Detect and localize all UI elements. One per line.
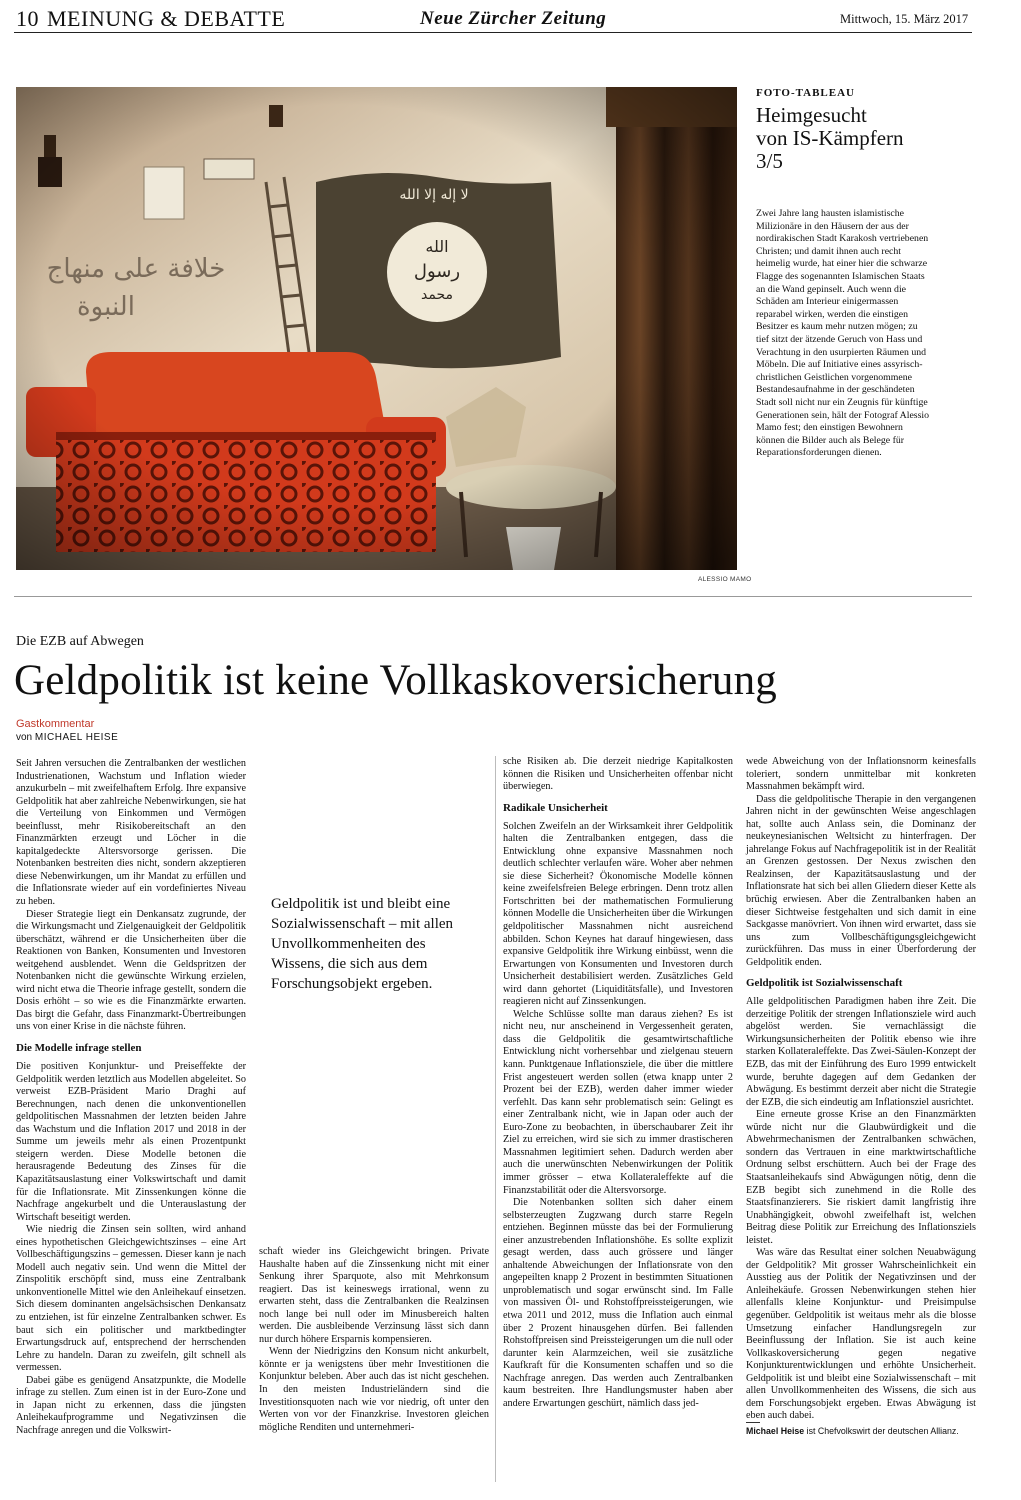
article-headline: Geldpolitik ist keine Vollkaskoversicherung (14, 657, 777, 704)
paragraph: Welche Schlüsse sollte man daraus ziehen? Es ist nicht neu, nur anscheinend in Vergessenheit geraten, dass die Geldpolitik die gesamtwirtschaftliche Entwicklung nicht vorhersehbar und zielgenau steuern kann. Punktgenaue Inflationsziele, die über die mittlere Frist angesteuert werden sollen (etwa knapp unter 2 Prozent bei der EZB), werden daher immer wieder verfehlt. Das kann sehr problematisch sein: Gelingt es einer Zentralbank nicht, wie in Japan oder auch der Euro-Zone zu beobachten, in überschaubarer Zeit ihr Ziel zu erreichen, wird sie sich zu immer drastischeren Massnahmen legitimiert sehen. Dadurch werden aber auch die unerwünschten Nebenwirkungen der Politik immer grösser – etwa Kollateraleffekte auf die Finanzstabilität oder die Altersvorsorge. (503, 1008, 733, 1196)
article-column-1 (16, 758, 246, 1437)
section-divider (14, 596, 972, 597)
paragraph: Alle geldpolitischen Paradigmen haben ihre Zeit. Die derzeitige Politik der strengen Inflationsziele wird auch abgelöst werden. Sie vernachlässigt die Wirkungsunsicherheiten der Politik ebenso wie ihre starken Kollateraleffekte. Das Zwei-Säulen-Konzept der EZB, das mit der Einführung des Euro 1999 entwickelt wurde, beruhte dagegen auf dem Gedanken der Abwägung. Es bestimmt derzeit aber nicht die Strategie der EZB, die sich eindeutig am Inflationsziel ausrichtet. (746, 996, 976, 1108)
foto-tableau-title-line-3: 3/5 (756, 149, 783, 173)
paragraph: Eine erneute grosse Krise an den Finanzmärkten würde nicht nur die Glaubwürdigkeit und die Abwehrmechanismen der Zentralbanken schwächen, sondern das Vertrauen in eine marktwirtschaftliche Ordnung selbst erschüttern. Auch bei der Frage des Staatsanleihekaufs sind Abwägungen nötig, denn die EZB begibt sich zunehmend in die Rolle des Staatsfinanzierers. Sie riskiert damit langfristig ihre Unabhängigkeit, obwohl zweifelhaft ist, welchen Beitrag diese Politik zur Erreichung des Inflationsziels leistet. (746, 1109, 976, 1246)
paragraph: Dass die geldpolitische Therapie in den vergangenen Jahren nicht in der gewünschten Weise angeschlagen hat, sollte auch Anlass sein, die Dominanz der neukeynesianischen Weltsicht zu hinterfragen. Der jahrelange Fokus auf Nachfragepolitik ist in der Realität an Grenzen gestossen. Der Nexus zwischen den Realzinsen, der Kapazitätsauslastung und der Inflationsrate hat sich bei allen Gliedern dieser Kette als brüchig erwiesen. Aber die Zentralbanken haben an dieser Sichtweise festgehalten und sich damit in eine Sackgasse manövriert. Von ihnen wird erwartet, dass sie uns zum Vollbeschäftigungsgleichgewicht zurückführen. Das muss in einer Überforderung der Geldpolitik enden. (746, 793, 976, 968)
article-column-3 (503, 756, 733, 1410)
newspaper-name: Neue Zürcher Zeitung (420, 8, 607, 29)
author-note-rule (746, 1422, 760, 1423)
paragraph: Dabei gäbe es genügend Ansatzpunkte, die Modelle infrage zu stellen. Zum einen ist in der Euro-Zone und in Japan nicht zu erkennen, dass die jüngsten Anleihekaufprogramme und Negativzinsen die Nachfrage anregen und die Volkswirt- (16, 1374, 246, 1436)
column-rule (495, 756, 496, 1482)
pull-quote: Geldpolitik ist und bleibt eine Sozialwissenschaft – mit allen Unvollkommenheiten des Wissens, die sich aus dem Forschungsobjekt ergeben. (271, 896, 454, 992)
paragraph: Die positiven Konjunktur- und Preiseffekte der Geldpolitik werden letztlich aus Modellen abgeleitet. So verweist EZB-Präsident Mario Draghi auf Berechnungen, nach denen die unkonventionellen geldpolitischen Massnahmen der letzten beiden Jahre das Wachstum und die Inflation 2017 und 2018 in der Summe um jeweils mehr als einen Prozentpunkt steigern werden. Diese Modelle betonen die herausragende Bedeutung des Zinses für die Kapazitätsauslastung einer Volkswirtschaft und damit für die Inflationsrate. Mit Zinssenkungen könne die Nachfrage angekurbelt und die Unterauslastung der Wirtschaft beseitigt werden. (16, 1061, 247, 1223)
section-header (16, 6, 285, 32)
paragraph: Dieser Strategie liegt ein Denkansatz zugrunde, der die Wirkungsmacht und Zielgenauigkeit der Geldpolitik überschätzt, während er die Unsicherheiten über die Reaktionen von Banken, Konsumenten und Investoren weitgehend ausblendet. Wenn die Geldspritzen der Notenbanken nicht die gewünschte Wirkung erzielen, wird nicht etwa die Theorie infrage gestellt, sondern die Dosis erhöht – so wie es die Finanzmärkte erwarten. Das birgt die Gefahr, dass Finanzmarkt-Übertreibungen uns von einer Krise in die nächste führen. (16, 908, 246, 1033)
page-number: 10 (16, 6, 39, 31)
paragraph: wede Abweichung von der Inflationsnorm keinesfalls toleriert, sondern unmittelbar mit konkreten Massnahmen bekämpft wird. (746, 756, 976, 793)
paragraph: Die Notenbanken sollten sich daher einem selbsterzeugten Zugzwang durch starre Regeln entziehen. Beginnen müsste das bei der Formulierung einer anzustrebenden Inflationshöhe. Es sollte explizit gesagt werden, dass auch grössere und länger anhaltende Abweichungen der Inflationsrate von den angepeilten knapp 2 Prozent in bestimmten Situationen unproblematisch und sogar erwünscht sind. Im Falle von massiven Öl- und Rohstoffpreissteigerungen, wie etwa 2011 und 2012, muss die Inflation auch einmal über 2 Prozent hinausgehen dürfen. Bei fallenden Rohstoffpreisen sind Preissteigerungen um die null oder darunter kein Alarmzeichen, weil sie zusätzliche Kaufkraft für die Konsumenten schaffen und so die Nachfrage anregen. Das werden auch Zentralbanken kaum bestreiten. Ihre Handlungsmuster haben aber andere Erwartungen geschürt, nämlich dass jed- (503, 1197, 733, 1409)
paragraph: sche Risiken ab. Die derzeit niedrige Kapitalkosten können die Risiken und Unsicherheiten offenbar nicht überwiegen. (503, 756, 733, 793)
article-label: Gastkommentar (16, 718, 95, 730)
foto-tableau-title-line-1: Heimgesucht (756, 103, 867, 127)
byline-prefix: von (16, 732, 33, 743)
header-rule (14, 32, 972, 33)
byline (16, 732, 118, 743)
subheading: Radikale Unsicherheit (503, 801, 608, 814)
photo-room-with-is-flag (16, 87, 737, 570)
paragraph: Wie niedrig die Zinsen sein sollten, wird anhand eines hypothetischen Gleichgewichtszinses – eine Art Vollbeschäftigungszins – gemessen. Dieser kann je nach Modell auch negativ sein. Und wenn die Mittel der Zinspolitik erschöpft sind, muss eine Zentralbank unkonventionelle Mittel wie den Anleihekauf einsetzen. Sich diesem dominanten angelsächsischen Denkansatz zu entziehen, ist für einzelne Zentralbanken schwer. Es baut sich ein politischer und marktbedingter Erwartungsdruck auf, entsprechend der herrschenden Lehre zu handeln. Daran zu zweifeln, gilt schnell als vermessen. (16, 1224, 246, 1374)
subheading: Die Modelle infrage stellen (16, 1042, 142, 1055)
article-column-4 (746, 756, 976, 1423)
paragraph: Was wäre das Resultat einer solchen Neuabwägung der Geldpolitik? Mit grosser Wahrscheinlichkeit ein Ausstieg aus der Politik der Negativzinsen und der Anleihekäufe. Grossen Nebenwirkungen stehen hier allenfalls kleine Konjunktur- und Preisimpulse gegenüber. Geldpolitik ist weitaus mehr als die blosse Umsetzung einfacher Handlungsregeln zur Beeinflussung der Inflation. Sie ist auch keine Vollkaskoversicherung gegen negative Konjunkturentwicklungen und erhöhte Unsicherheit. Geldpolitik ist und bleibt eine Sozialwissenschaft – mit allen Unvollkommenheiten des Wissens, die sich aus dem Forschungsobjekt ergeben. Etwas Abwägung ist eben auch dabei. (746, 1247, 976, 1422)
author-note (746, 1426, 976, 1436)
author-note-text: ist Chefvolkswirt der deutschen Allianz. (806, 1426, 959, 1436)
paragraph: schaft wieder ins Gleichgewicht bringen. Private Haushalte haben auf die Zinssenkung nicht mit einer Senkung ihrer Sparquote, also mit Mehrkonsum reagiert. Das ist keineswegs irrational, wenn zu erwarten steht, dass die Zentralbanken die Realzinsen noch lange bei null oder im Minusbereich halten werden. Die ausbleibende Verzinsung lässt sich dann nur durch höhere Ersparnis kompensieren. (259, 1246, 489, 1345)
foto-tableau-caption: Zwei Jahre lang hausten islamistische Milizionäre in den Häusern der aus der nordirakischen Stadt Karakosh vertriebenen Christen; und damit ihnen auch recht heimelig wurde, hat einer hier die schwarze Flagge des sogenannten Islamischen Staats an die Wand gepinselt. Auch wenn die Schäden am Interieur einigermassen reparabel wirken, werden die einstigen Besitzer es kaum mehr nutzen mögen; zu tief sitzt der ätzende Geruch von Hass und Verachtung in den usurpierten Räumen und Möbeln. Die auf Initiative eines assyrisch-christlichen Geistlichen vorgenommene Bestandesaufnahme in der geschändeten Stadt soll nicht nur ein Zeugnis für künftige Generationen sein, hält der Fotograf Alessio Mamo fest; den einstigen Bewohnern können die Bilder auch als Belege für Reparationsforderungen dienen. (756, 208, 930, 459)
paragraph: Wenn der Niedrigzins den Konsum nicht ankurbelt, könnte er ja wenigstens über mehr Investitionen die Konjunktur beleben. Aber auch das ist nicht geschehen. In den meisten Industrieländern sind die Investitionsquoten nach wie vor niedrig, oft unter den Werten von vor der Finanzkrise. Investoren gleichen mögliche Renditen und unternehmeri- (259, 1346, 489, 1433)
article-kicker: Die EZB auf Abwegen (16, 634, 144, 649)
foto-tableau-title (756, 104, 976, 173)
issue-date: Mittwoch, 15. März 2017 (840, 12, 969, 26)
article-column-2 (259, 1246, 489, 1434)
photo-credit: ALESSIO MAMO (698, 576, 752, 583)
author-note-name: Michael Heise (746, 1426, 805, 1436)
paragraph: Solchen Zweifeln an der Wirksamkeit ihrer Geldpolitik halten die Zentralbanken entgegen, dass die Entwicklung ohne expansive Massnahmen noch deutlich schlechter verlaufen wäre. Woher aber nehmen sie diese Sicherheit? Ökonomische Modelle können keine zweifelsfreien Belege erbringen. Denn trotz allen Fortschritten bei der mathematischen Formulierung können Modelle die Unsicherheiten über die Wirkungen geldpolitischer Massnahmen nicht ausreichend abbilden. Schon Keynes hat darauf hingewiesen, dass expansive Geldpolitik ihre Wirkung einbüsst, wenn die Erwartungen von Konsumenten und Investoren durch Unsicherheit destabilisiert werden. Zusätzliches Geld wird dann gehortet (Liquiditätsfalle), und Investoren reagieren nicht auf Zinssenkungen. (503, 820, 733, 1008)
author-name: MICHAEL HEISE (34, 732, 119, 743)
foto-tableau-kicker: FOTO-TABLEAU (756, 87, 855, 99)
section-name: MEINUNG & DEBATTE (47, 6, 286, 31)
paragraph: Seit Jahren versuchen die Zentralbanken der westlichen Industrienationen, Wachstum und Inflation wieder anzukurbeln – mit zweifelhaftem Erfolg. Ihre expansive Geldpolitik hat aber zahlreiche Nebenwirkungen, sie hat die Verteilung von Einkommen und Vermögen beeinflusst, mehr Risikobereitschaft an den Finanzmärkten erzeugt und Löcher in die kapitalgedeckte Altersvorsorge gerissen. Die Notenbanken bestreiten dies nicht, sondern akzeptieren diese Nebenwirkungen, um ihr Mandat zu erfüllen und die Inflationsrate wieder auf ein vordefiniertes Niveau zu heben. (16, 758, 246, 908)
photo-illustration (16, 87, 737, 570)
foto-tableau-title-line-2: von IS-Kämpfern (756, 126, 904, 150)
subheading: Geldpolitik ist Sozialwissenschaft (746, 977, 903, 990)
